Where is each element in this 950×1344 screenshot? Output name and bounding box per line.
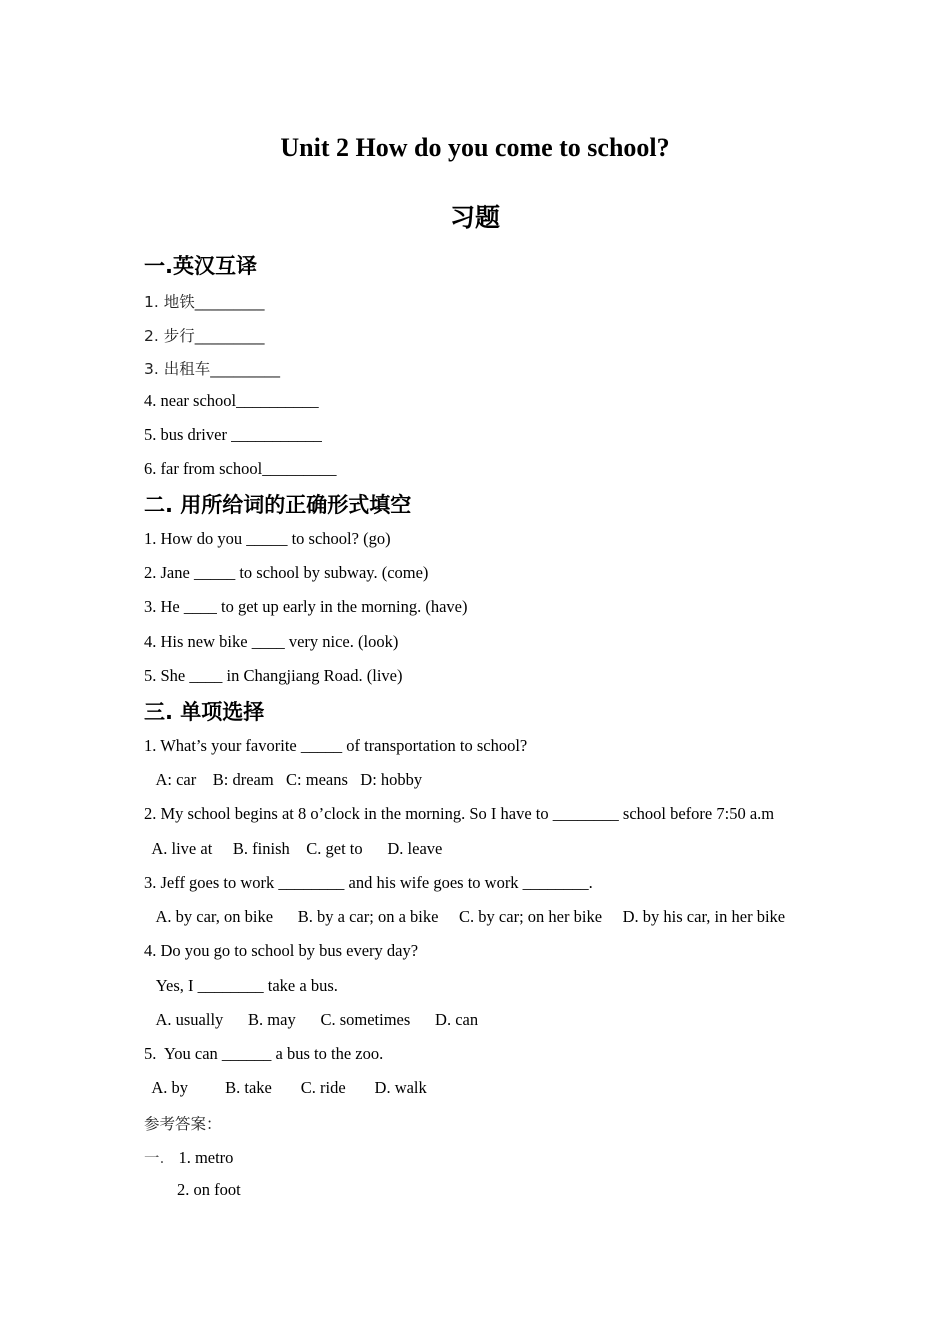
answers-section-prefix: 一. — [144, 1149, 165, 1167]
s1-item-4: 4. near school__________ — [144, 391, 319, 410]
s3-q1-options: A: car B: dream C: means D: hobby — [144, 770, 423, 789]
s1-item-5: 5. bus driver ___________ — [144, 425, 322, 444]
s1-item-2: 2. 步行_________ — [144, 327, 265, 345]
s3-q1: 1. What’s your favorite _____ of transportation to school? — [144, 736, 528, 755]
s2-item-4: 4. His new bike ____ very nice. (look) — [144, 632, 399, 651]
answer-item-2: 2. on foot — [177, 1180, 241, 1199]
s2-item-5: 5. She ____ in Changjiang Road. (live) — [144, 666, 403, 685]
s3-q5: 5. You can ______ a bus to the zoo. — [144, 1044, 384, 1063]
page-subtitle: 习题 — [449, 203, 500, 232]
s3-q4-options: A. usually B. may C. sometimes D. can — [144, 1010, 479, 1029]
s2-item-1: 1. How do you _____ to school? (go) — [144, 529, 391, 548]
s2-item-3: 3. He ____ to get up early in the morning. (have) — [144, 597, 468, 616]
s3-q3: 3. Jeff goes to work ________ and his wife goes to work ________. — [144, 873, 593, 892]
s1-item-6: 6. far from school_________ — [144, 459, 337, 478]
answer-item-1: 1. metro — [178, 1148, 234, 1167]
s1-item-3: 3. 出租车_________ — [144, 360, 280, 378]
s3-q4: 4. Do you go to school by bus every day? — [144, 941, 419, 960]
answers-row-1 — [144, 1146, 233, 1168]
s3-q4-line2: Yes, I ________ take a bus. — [144, 976, 338, 995]
s3-q2: 2. My school begins at 8 o’clock in the morning. So I have to ________ school before 7:50 a.m — [144, 804, 775, 823]
section-2-heading: 二. 用所给词的正确形式填空 — [144, 493, 412, 517]
s3-q2-options: A. live at B. finish C. get to D. leave — [144, 839, 443, 858]
section-3-heading: 三. 单项选择 — [144, 700, 265, 724]
s3-q5-options: A. by B. take C. ride D. walk — [144, 1078, 427, 1097]
s2-item-2: 2. Jane _____ to school by subway. (come) — [144, 563, 429, 582]
answers-label: 参考答案： — [144, 1115, 222, 1133]
s1-item-1: 1. 地铁_________ — [144, 293, 265, 311]
section-1-heading: 一.英汉互译 — [144, 254, 257, 278]
s3-q3-options: A. by car, on bike B. by a car; on a bike C. by car; on her bike D. by his car, in her bike — [144, 907, 786, 926]
page-title: Unit 2 How do you come to school? — [280, 133, 670, 162]
